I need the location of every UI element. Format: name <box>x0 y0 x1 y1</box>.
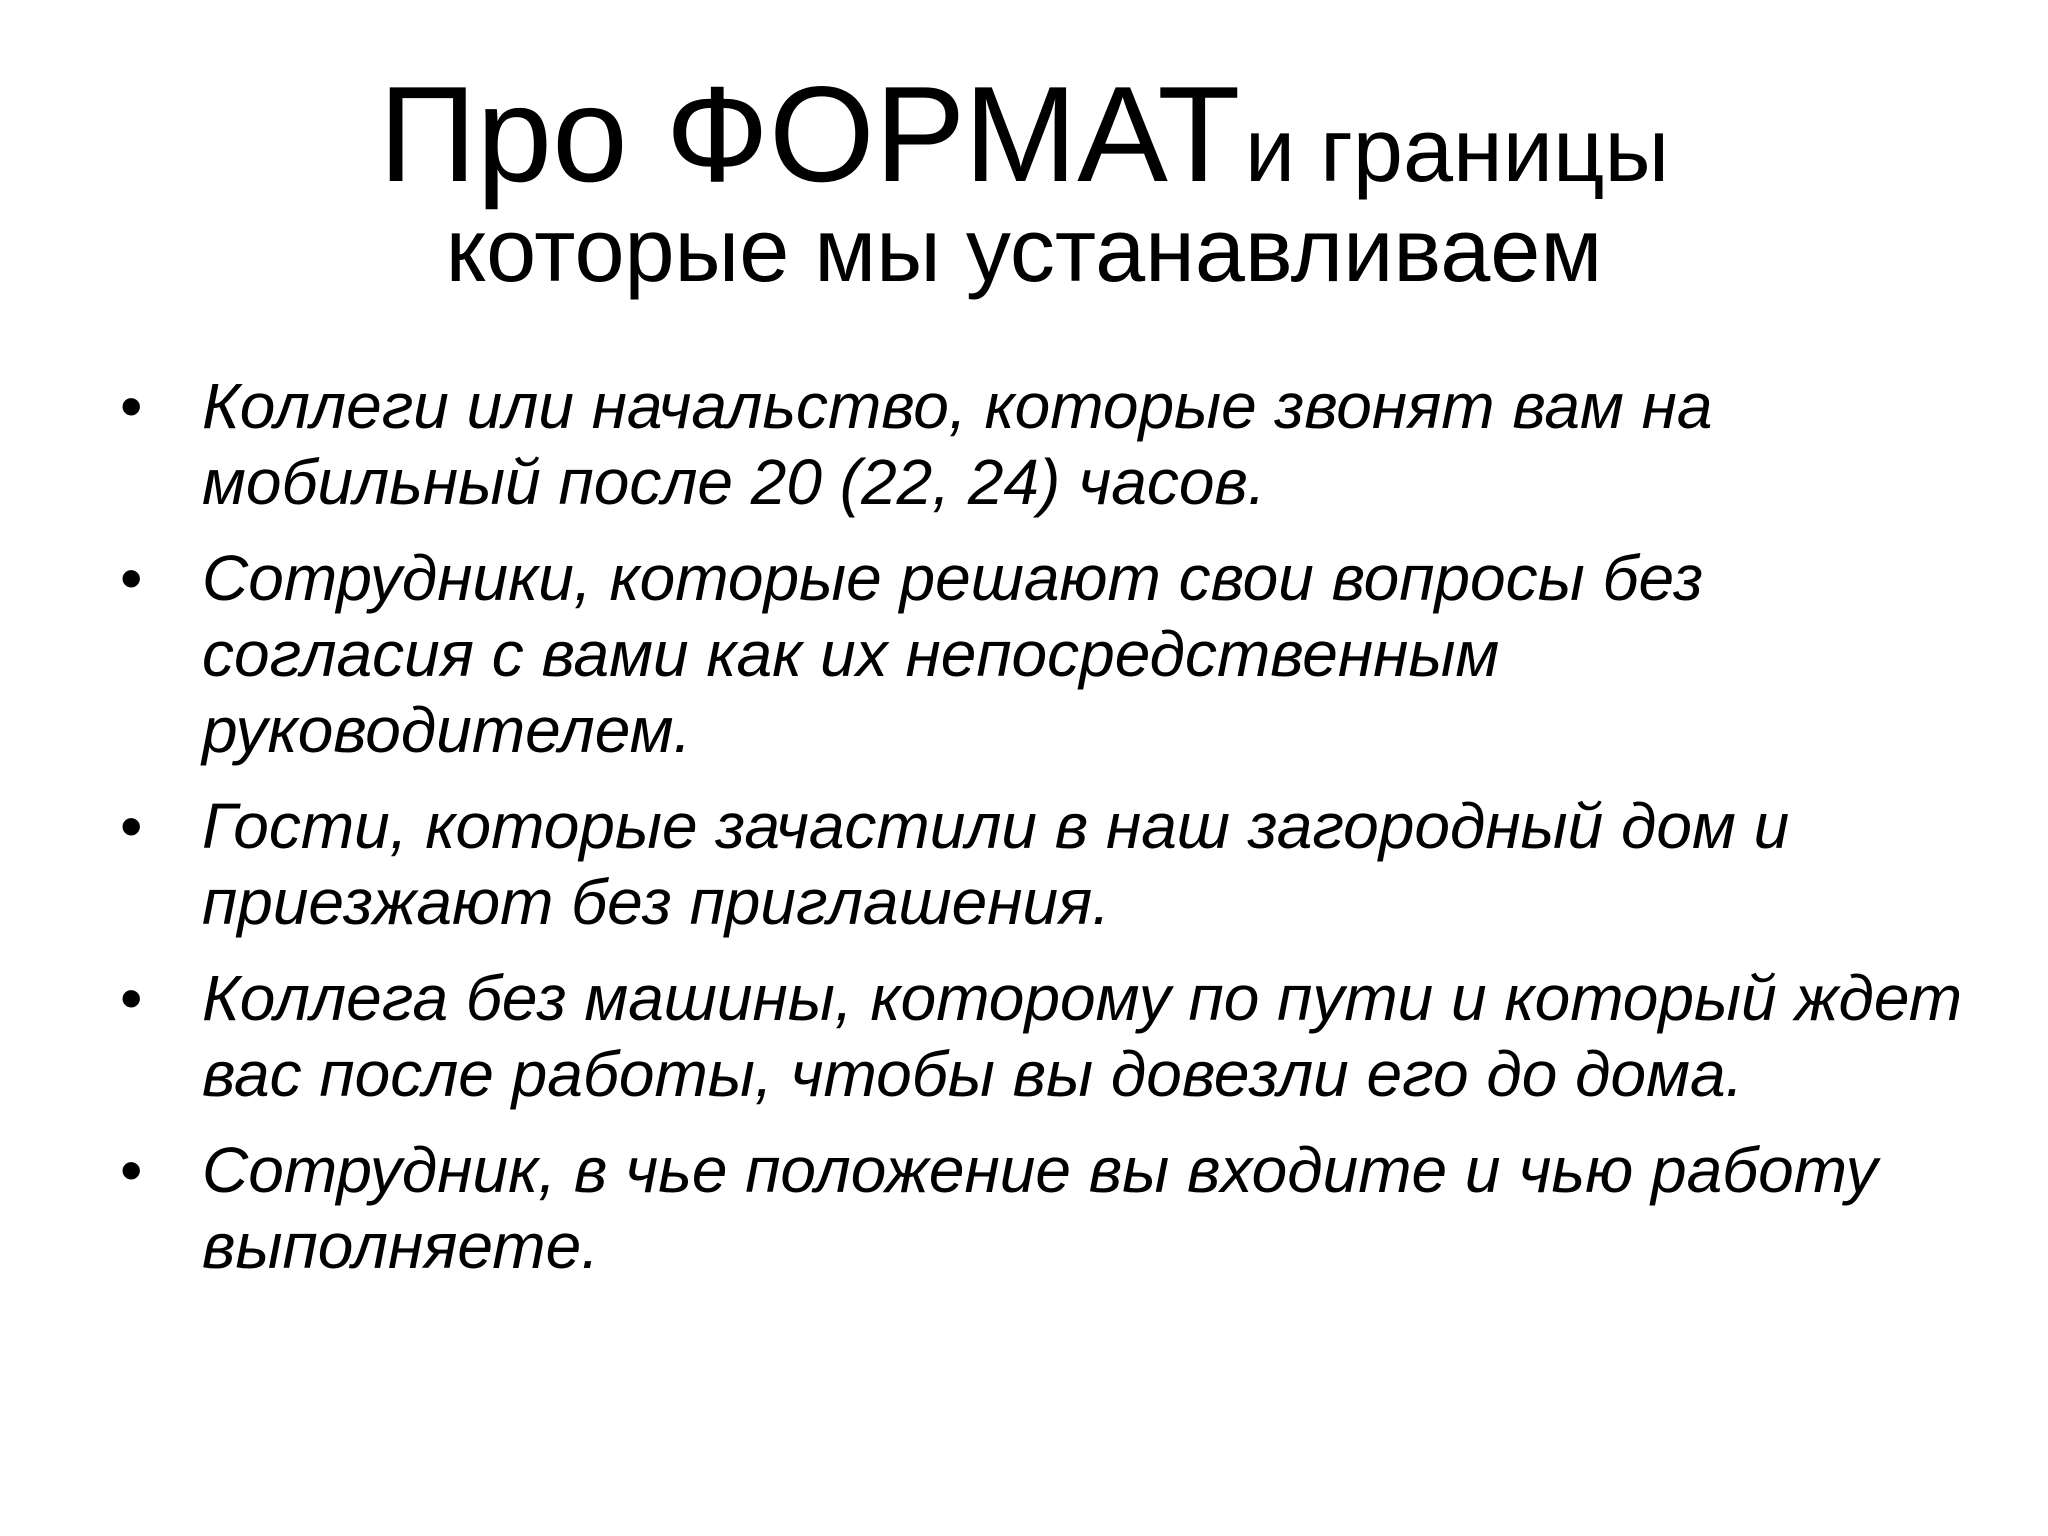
bullet-list <box>120 368 1980 1304</box>
bullet-icon: • <box>120 1134 143 1206</box>
bullet-icon: • <box>120 542 143 614</box>
bullet-text: Гости, которые зачастили в наш загородный дом и приезжают без приглашения. <box>202 790 1790 938</box>
bullet-icon: • <box>120 790 143 862</box>
bullet-text: Сотрудник, в чье положение вы входите и чью работу выполняете. <box>202 1134 1878 1282</box>
bullet-item <box>120 1132 1980 1284</box>
bullet-text: Сотрудники, которые решают свои вопросы без согласия с вами как их непосредственным руководителем. <box>202 542 1704 766</box>
bullet-icon: • <box>120 962 143 1034</box>
slide-title <box>0 60 2048 301</box>
title-main: Про ФОРМАТ <box>378 58 1241 210</box>
bullet-item <box>120 368 1980 520</box>
title-subtitle: которые мы устанавливаем <box>445 201 1603 301</box>
bullet-text: Коллеги или начальство, которые звонят вам на мобильный после 20 (22, 24) часов. <box>202 370 1713 518</box>
bullet-icon: • <box>120 370 143 442</box>
bullet-item <box>120 540 1980 768</box>
title-line-1 <box>0 60 2048 210</box>
title-rest: и границы <box>1244 101 1670 201</box>
bullet-item <box>120 960 1980 1112</box>
bullet-item <box>120 788 1980 940</box>
bullet-text: Коллега без машины, которому по пути и который ждет вас после работы, чтобы вы довезли его до дома. <box>202 962 1963 1110</box>
